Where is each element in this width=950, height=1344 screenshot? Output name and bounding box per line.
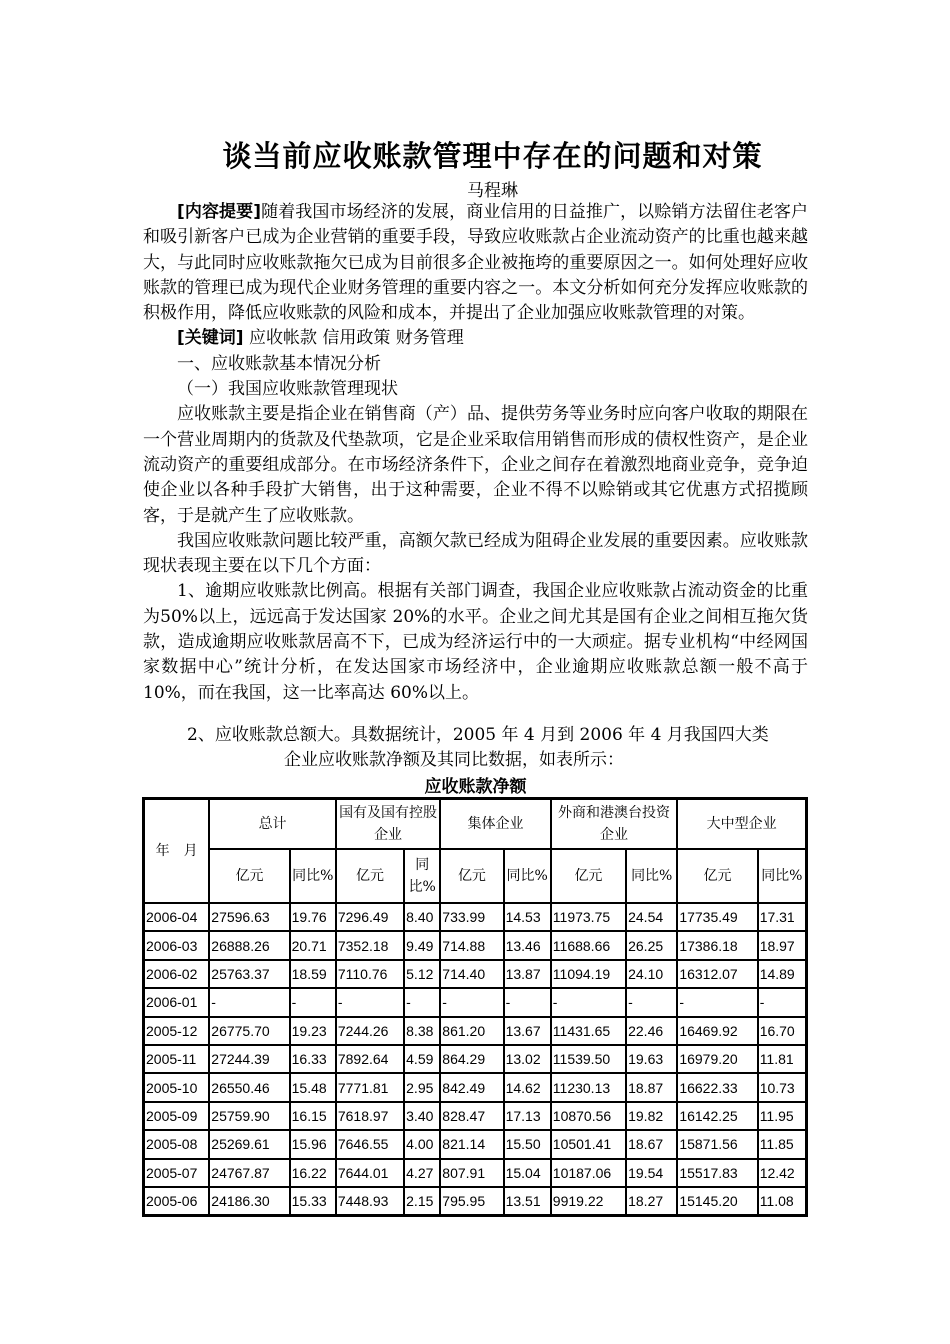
subsection-heading: （一）我国应收账款管理现状 bbox=[177, 379, 398, 400]
section-heading: 一、应收账款基本情况分析 bbox=[177, 353, 381, 374]
table-cell: 7771.81 bbox=[336, 1073, 404, 1101]
table-row bbox=[144, 1159, 806, 1187]
table-cell: 25759.90 bbox=[209, 1102, 289, 1130]
body-paragraph: 我国应收账款问题比较严重，高额欠款已经成为阻碍企业发展的重要因素。应收账款现状表现主要在以下几个方面： bbox=[143, 530, 808, 577]
table-cell: - bbox=[677, 988, 757, 1016]
table-cell: 24767.87 bbox=[209, 1159, 289, 1187]
table-cell: 10187.06 bbox=[551, 1159, 626, 1187]
table-row bbox=[144, 988, 806, 1016]
table-cell: 18.87 bbox=[626, 1073, 677, 1101]
table-cell: 18.97 bbox=[758, 931, 806, 959]
table-cell: 16979.20 bbox=[677, 1045, 757, 1073]
table-cell: 10501.41 bbox=[551, 1130, 626, 1158]
keywords-label: [关键词] bbox=[177, 328, 244, 349]
table-cell: 7352.18 bbox=[336, 931, 404, 959]
table-title: 应收账款净额 bbox=[424, 777, 527, 797]
table-cell: 11230.13 bbox=[551, 1073, 626, 1101]
table-cell: 7448.93 bbox=[336, 1187, 404, 1215]
table-cell: 11094.19 bbox=[551, 960, 626, 988]
table-cell: 7110.76 bbox=[336, 960, 404, 988]
table-cell: 795.95 bbox=[440, 1187, 503, 1215]
table-cell: 11688.66 bbox=[551, 931, 626, 959]
table-cell: - bbox=[504, 988, 551, 1016]
table-cell: 11.81 bbox=[758, 1045, 806, 1073]
table-cell: 16142.25 bbox=[677, 1102, 757, 1130]
table-cell: 19.54 bbox=[626, 1159, 677, 1187]
table-cell: 13.46 bbox=[504, 931, 551, 959]
table-cell: 20.71 bbox=[290, 931, 336, 959]
table-cell: 2.95 bbox=[404, 1073, 440, 1101]
row-month-cell: 2005-09 bbox=[144, 1102, 209, 1130]
table-cell: 18.67 bbox=[626, 1130, 677, 1158]
table-cell: 26.25 bbox=[626, 931, 677, 959]
table-cell: 11539.50 bbox=[551, 1045, 626, 1073]
table-cell: 861.20 bbox=[440, 1017, 503, 1045]
table-cell: 12.42 bbox=[758, 1159, 806, 1187]
table-cell: 24.54 bbox=[626, 903, 677, 931]
table-row bbox=[144, 903, 806, 931]
table-cell: - bbox=[209, 988, 289, 1016]
table-cell: 733.99 bbox=[440, 903, 503, 931]
keywords-paragraph bbox=[143, 326, 808, 351]
group-header: 外商和港澳台投资企业 bbox=[551, 799, 678, 849]
table-cell: 9.49 bbox=[404, 931, 440, 959]
table-cell: 11.95 bbox=[758, 1102, 806, 1130]
table-cell: 807.91 bbox=[440, 1159, 503, 1187]
row-month-cell: 2006-04 bbox=[144, 903, 209, 931]
table-cell: 15.04 bbox=[504, 1159, 551, 1187]
body-paragraph: 应收账款主要是指企业在销售商（产）品、提供劳务等业务时应向客户收取的期限在一个营业周期内的货款及代垫款项，它是企业采取信用销售而形成的债权性资产，是企业流动资产的重要组成部分。在市场经济条件下，企业之间存在着激烈地商业竞争，竞争迫使企业以各种手段扩大销售，出于这种需要，企业不得不以赊销或其它优惠方式招揽顾客，于是就产生了应收账款。 bbox=[143, 404, 808, 526]
year-month-header: 年 月 bbox=[144, 799, 209, 903]
table-cell: 15.50 bbox=[504, 1130, 551, 1158]
table-cell: 828.47 bbox=[440, 1102, 503, 1130]
table-cell: - bbox=[404, 988, 440, 1016]
yoy-header: 同比% bbox=[758, 849, 806, 903]
table-row bbox=[144, 1045, 806, 1073]
doc-body bbox=[143, 200, 808, 706]
table-cell: 842.49 bbox=[440, 1073, 503, 1101]
row-month-cell: 2005-07 bbox=[144, 1159, 209, 1187]
table-cell: 25269.61 bbox=[209, 1130, 289, 1158]
table-cell: 8.38 bbox=[404, 1017, 440, 1045]
keywords-text: 应收帐款 信用政策 财务管理 bbox=[243, 328, 464, 349]
table-cell: 821.14 bbox=[440, 1130, 503, 1158]
table-cell: - bbox=[551, 988, 626, 1016]
group-header: 集体企业 bbox=[440, 799, 550, 849]
table-cell: 19.63 bbox=[626, 1045, 677, 1073]
amount-header: 亿元 bbox=[336, 849, 404, 903]
row-month-cell: 2005-10 bbox=[144, 1073, 209, 1101]
table-cell: 27244.39 bbox=[209, 1045, 289, 1073]
amount-header: 亿元 bbox=[677, 849, 757, 903]
table-cell: 16469.92 bbox=[677, 1017, 757, 1045]
table-row bbox=[144, 960, 806, 988]
abstract-paragraph bbox=[143, 200, 808, 326]
table-cell: 7618.97 bbox=[336, 1102, 404, 1130]
amount-header: 亿元 bbox=[551, 849, 626, 903]
yoy-header: 同比% bbox=[290, 849, 336, 903]
doc-author: 马程琳 bbox=[467, 181, 518, 201]
table-cell: 15517.83 bbox=[677, 1159, 757, 1187]
row-month-cell: 2005-08 bbox=[144, 1130, 209, 1158]
table-cell: 16622.33 bbox=[677, 1073, 757, 1101]
receivables-table bbox=[142, 797, 808, 1217]
group-header: 国有及国有控股企业 bbox=[336, 799, 440, 849]
table-cell: 15145.20 bbox=[677, 1187, 757, 1215]
table-cell: 16.70 bbox=[758, 1017, 806, 1045]
table-cell: 864.29 bbox=[440, 1045, 503, 1073]
table-cell: 11.08 bbox=[758, 1187, 806, 1215]
table-cell: 15.48 bbox=[290, 1073, 336, 1101]
table-cell: 15.96 bbox=[290, 1130, 336, 1158]
table-cell: 11431.65 bbox=[551, 1017, 626, 1045]
table-cell: - bbox=[440, 988, 503, 1016]
table-cell: 13.67 bbox=[504, 1017, 551, 1045]
table-cell: 18.27 bbox=[626, 1187, 677, 1215]
table-cell: 17.13 bbox=[504, 1102, 551, 1130]
table-cell: - bbox=[290, 988, 336, 1016]
table-cell: 18.59 bbox=[290, 960, 336, 988]
group-header: 总计 bbox=[209, 799, 336, 849]
table-cell: 10870.56 bbox=[551, 1102, 626, 1130]
doc-title: 谈当前应收账款管理中存在的问题和对策 bbox=[222, 139, 763, 173]
table-cell: 19.76 bbox=[290, 903, 336, 931]
table-intro bbox=[187, 723, 807, 773]
table-cell: 26888.26 bbox=[209, 931, 289, 959]
group-header: 大中型企业 bbox=[677, 799, 806, 849]
yoy-header: 同比% bbox=[404, 849, 440, 903]
table-body bbox=[144, 903, 806, 1215]
table-cell: 16.33 bbox=[290, 1045, 336, 1073]
table-cell: 27596.63 bbox=[209, 903, 289, 931]
table-row bbox=[144, 1187, 806, 1215]
table-cell: 22.46 bbox=[626, 1017, 677, 1045]
table-cell: 13.02 bbox=[504, 1045, 551, 1073]
table-row bbox=[144, 1130, 806, 1158]
yoy-header: 同比% bbox=[626, 849, 677, 903]
table-cell: 714.88 bbox=[440, 931, 503, 959]
table-cell: 7296.49 bbox=[336, 903, 404, 931]
row-month-cell: 2005-06 bbox=[144, 1187, 209, 1215]
amount-header: 亿元 bbox=[440, 849, 503, 903]
table-cell: 26550.46 bbox=[209, 1073, 289, 1101]
table-cell: 3.40 bbox=[404, 1102, 440, 1130]
table-cell: 10.73 bbox=[758, 1073, 806, 1101]
table-row bbox=[144, 1102, 806, 1130]
table-cell: 15.33 bbox=[290, 1187, 336, 1215]
table-cell: 4.27 bbox=[404, 1159, 440, 1187]
table-cell: 24.10 bbox=[626, 960, 677, 988]
table-intro-line: 2、应收账款总额大。具数据统计，2005 年 4 月到 2006 年 4 月我国四大类 bbox=[187, 725, 769, 745]
table-cell: 25763.37 bbox=[209, 960, 289, 988]
table-cell: 714.40 bbox=[440, 960, 503, 988]
row-month-cell: 2006-03 bbox=[144, 931, 209, 959]
table-cell: 19.23 bbox=[290, 1017, 336, 1045]
table-cell: 17735.49 bbox=[677, 903, 757, 931]
table-cell: - bbox=[336, 988, 404, 1016]
table-cell: 19.82 bbox=[626, 1102, 677, 1130]
table-cell: 4.59 bbox=[404, 1045, 440, 1073]
table-cell: 7646.55 bbox=[336, 1130, 404, 1158]
table-cell: 14.89 bbox=[758, 960, 806, 988]
table-cell: 16.15 bbox=[290, 1102, 336, 1130]
body-paragraph: 1、逾期应收账款比例高。根据有关部门调查，我国企业应收账款占流动资金的比重为50%以上，远远高于发达国家 20%的水平。企业之间尤其是国有企业之间相互拖欠货款，造成逾期应收账款居高不下，已成为经济运行中的一大顽症。据专业机构“中经网国家数据中心”统计分析，在发达国家市场经济中，企业逾期应收账款总额一般不高于 10%，而在我国，这一比率高达 60%以上。 bbox=[143, 581, 808, 703]
abstract-text: 随着我国市场经济的发展，商业信用的日益推广，以赊销方法留住老客户和吸引新客户已成为企业营销的重要手段，导致应收账款占企业流动资产的比重也越来越大，与此同时应收账款拖欠已成为目前很多企业被拖垮的重要原因之一。如何处理好应收账款的管理已成为现代企业财务管理的重要内容之一。本文分析如何充分发挥应收账款的积极作用，降低应收账款的风险和成本，并提出了企业加强应收账款管理的对策。 bbox=[143, 202, 809, 324]
table-cell: 11973.75 bbox=[551, 903, 626, 931]
row-month-cell: 2006-02 bbox=[144, 960, 209, 988]
table-cell: 24186.30 bbox=[209, 1187, 289, 1215]
table-cell: 13.87 bbox=[504, 960, 551, 988]
table-cell: - bbox=[758, 988, 806, 1016]
row-month-cell: 2005-11 bbox=[144, 1045, 209, 1073]
table-cell: 26775.70 bbox=[209, 1017, 289, 1045]
amount-header: 亿元 bbox=[209, 849, 289, 903]
table-row bbox=[144, 931, 806, 959]
table-cell: 14.62 bbox=[504, 1073, 551, 1101]
table-cell: 11.85 bbox=[758, 1130, 806, 1158]
table-cell: 17.31 bbox=[758, 903, 806, 931]
table-cell: 17386.18 bbox=[677, 931, 757, 959]
table-cell: 9919.22 bbox=[551, 1187, 626, 1215]
table-cell: 8.40 bbox=[404, 903, 440, 931]
table-cell: 16.22 bbox=[290, 1159, 336, 1187]
table-cell: 15871.56 bbox=[677, 1130, 757, 1158]
table-cell: 2.15 bbox=[404, 1187, 440, 1215]
table-cell: 7244.26 bbox=[336, 1017, 404, 1045]
table-cell: 16312.07 bbox=[677, 960, 757, 988]
table-cell: 13.51 bbox=[504, 1187, 551, 1215]
abstract-label: [内容提要] bbox=[177, 202, 262, 222]
table-cell: 5.12 bbox=[404, 960, 440, 988]
table-cell: 14.53 bbox=[504, 903, 551, 931]
table-row bbox=[144, 1017, 806, 1045]
table-row bbox=[144, 1073, 806, 1101]
table-intro-line: 企业应收账款净额及其同比数据，如表所示： bbox=[284, 750, 624, 770]
table-cell: - bbox=[626, 988, 677, 1016]
row-month-cell: 2006-01 bbox=[144, 988, 209, 1016]
row-month-cell: 2005-12 bbox=[144, 1017, 209, 1045]
yoy-header: 同比% bbox=[504, 849, 551, 903]
table-cell: 7892.64 bbox=[336, 1045, 404, 1073]
table-cell: 4.00 bbox=[404, 1130, 440, 1158]
table-cell: 7644.01 bbox=[336, 1159, 404, 1187]
